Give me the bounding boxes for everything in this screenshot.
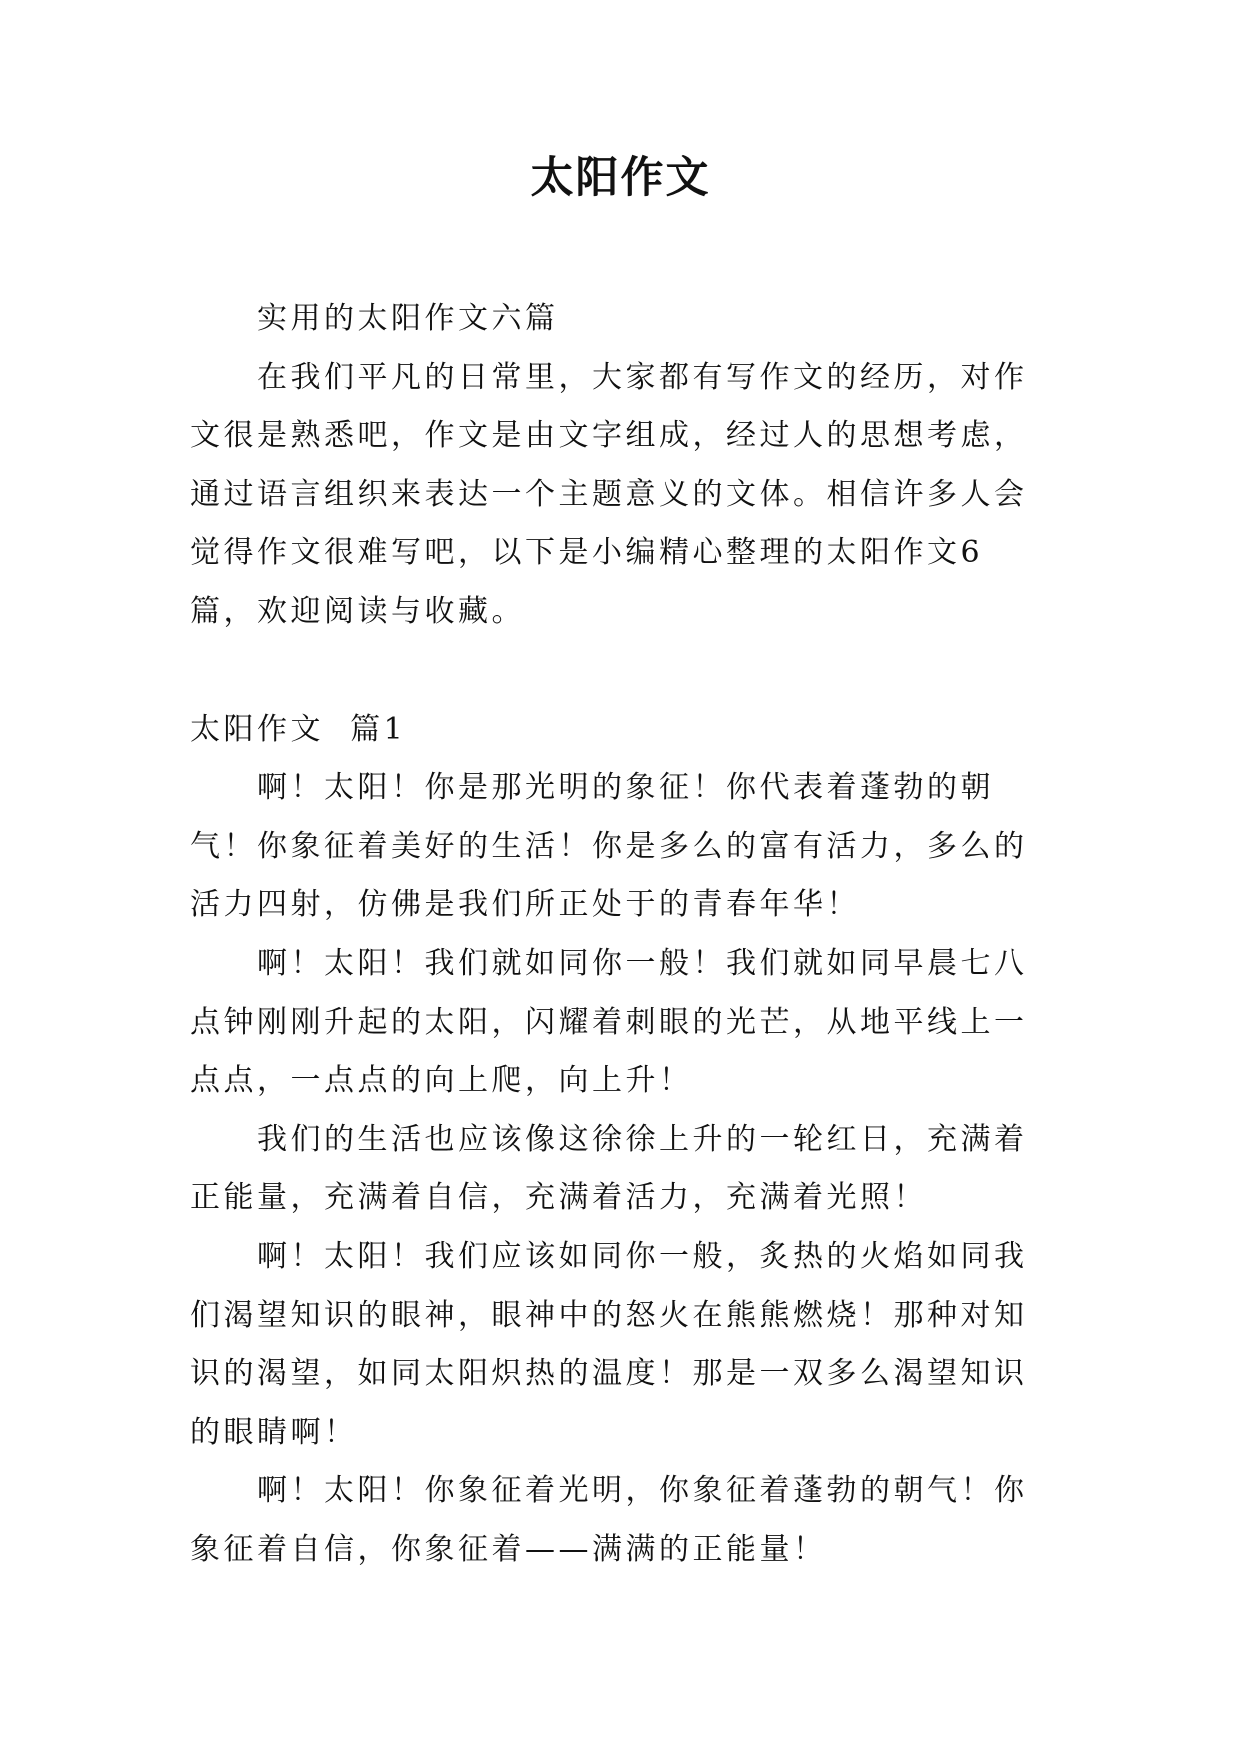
document-title: 太阳作文 [530, 153, 711, 203]
essay-paragraph: 啊！太阳！你是那光明的象征！你代表着蓬勃的朝气！你象征着美好的生活！你是多么的富有活力，多么的活力四射，仿佛是我们所正处于的青春年华！ [190, 770, 1028, 923]
essay-paragraph: 啊！太阳！我们应该如同你一般，炙热的火焰如同我们渴望知识的眼神，眼神中的怒火在熊熊燃烧！那种对知识的渴望，如同太阳炽热的温度！那是一双多么渴望知识的眼睛啊！ [190, 1238, 1028, 1450]
essay-paragraph: 啊！太阳！我们就如同你一般！我们就如同早晨七八点钟刚刚升起的太阳，闪耀着刺眼的光芒，从地平线上一点点，一点点的向上爬，向上升！ [190, 945, 1028, 1099]
intro-paragraph: 在我们平凡的日常里，大家都有写作文的经历，对作文很是熟悉吧，作文是由文字组成，经过人的思想考虑，通过语言组织来表达一个主题意义的文体。相信许多人会觉得作文很难写吧，以下是小编精心整理的太阳作文6篇，欢迎阅读与收藏。 [190, 359, 1028, 629]
document-body [190, 290, 1045, 1579]
document-subtitle: 实用的太阳作文六篇 [257, 301, 559, 336]
essay-paragraph: 啊！太阳！你象征着光明，你象征着蓬勃的朝气！你象征着自信，你象征着——满满的正能量！ [190, 1473, 1028, 1567]
section-spacer [190, 642, 1045, 701]
essay-paragraph: 我们的生活也应该像这徐徐上升的一轮红日，充满着正能量，充满着自信，充满着活力，充满着光照！ [190, 1121, 1028, 1216]
section-heading: 太阳作文 篇1 [190, 711, 407, 747]
